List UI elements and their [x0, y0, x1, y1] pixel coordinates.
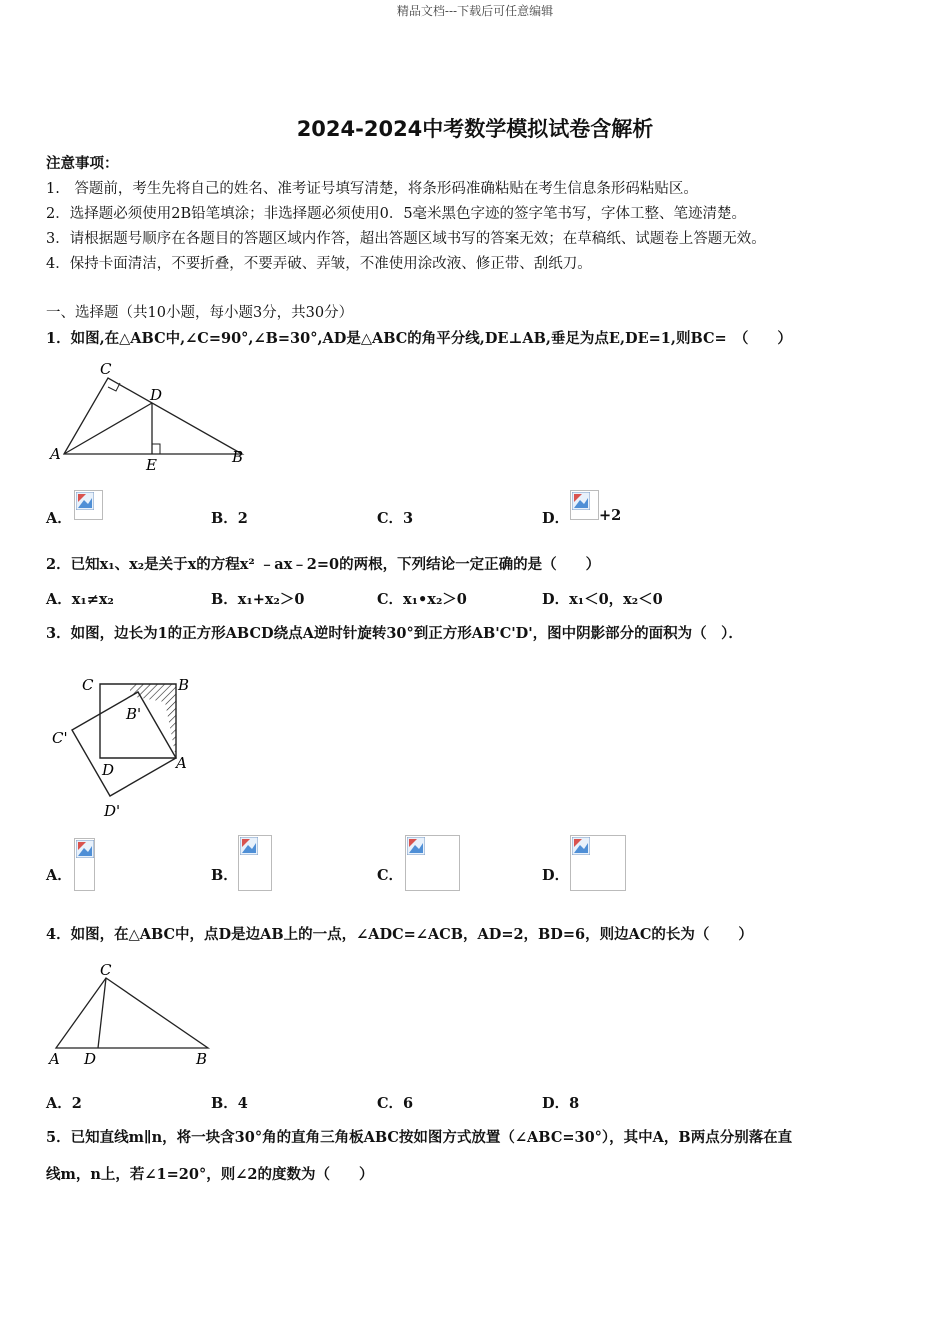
label-C: C — [100, 360, 112, 378]
question-4-text: 4．如图，在△ABC中，点D是边AB上的一点，∠ADC=∠ACB，AD=2，BD=6，则边AC的长为（ ） — [46, 926, 753, 943]
q4-option-c[interactable]: C．6 — [377, 1095, 414, 1112]
q1-option-b[interactable]: B．2 — [211, 510, 248, 527]
label-A: A — [49, 1050, 60, 1068]
label-A: A — [50, 445, 61, 463]
q2-option-d[interactable]: D．x₁＜0，x₂＜0 — [542, 591, 663, 608]
q2-option-b[interactable]: B．x₁+x₂＞0 — [211, 591, 305, 608]
label-D: D — [102, 761, 115, 779]
label-B: B — [232, 448, 244, 466]
q1-option-d[interactable]: D． — [542, 510, 570, 527]
q3-option-b[interactable]: B． — [211, 867, 238, 884]
label-D: D — [84, 1050, 97, 1068]
label-B: B — [196, 1050, 208, 1068]
q3-rotated-square-figure — [46, 668, 206, 828]
q4-triangle-figure — [46, 960, 216, 1070]
q4-option-d[interactable]: D．8 — [542, 1095, 580, 1112]
notice-heading: 注意事项： — [46, 155, 119, 172]
label-B: B — [178, 676, 190, 694]
question-5-text-cont: 线m，n上，若∠1=20°，则∠2的度数为（ ） — [46, 1166, 374, 1183]
q1-option-c[interactable]: C．3 — [377, 510, 414, 527]
question-3-text: 3．如图，边长为1的正方形ABCD绕点A逆时针旋转30°到正方形AB'C'D'，图中阴影部分的面积为（ ）． — [46, 625, 743, 642]
notice-item: 4．保持卡面清洁，不要折叠，不要弄破、弄皱，不准使用涂改液、修正带、刮纸刀。 — [46, 256, 592, 272]
label-D: D — [150, 386, 163, 404]
q4-option-b[interactable]: B．4 — [211, 1095, 248, 1112]
broken-image-icon — [570, 835, 626, 891]
q2-option-a[interactable]: A．x₁≠x₂ — [46, 591, 114, 608]
notice-item: 1. 答题前，考生先将自己的姓名、准考证号填写清楚，将条形码准确粘贴在考生信息条形码粘贴区。 — [46, 181, 698, 197]
broken-image-icon — [74, 838, 95, 891]
label-C: C — [100, 961, 112, 979]
question-1-text: 1．如图,在△ABC中,∠C=90°,∠B=30°,AD是△ABC的角平分线,DE⊥AB,垂足为点E,DE=1,则BC= （ ） — [46, 330, 792, 347]
section-heading: 一、选择题（共10小题，每小题3分，共30分） — [46, 305, 354, 321]
notice-item: 2．选择题必须使用2B铅笔填涂；非选择题必须使用0．5毫米黑色字迹的签字笔书写，字体工整、笔迹清楚。 — [46, 206, 747, 222]
label-C: C — [82, 676, 94, 694]
label-C-prime: C' — [52, 729, 68, 747]
q3-option-d[interactable]: D． — [542, 867, 570, 884]
label-E: E — [146, 456, 157, 474]
q2-option-c[interactable]: C．x₁•x₂＞0 — [377, 591, 467, 608]
label-D-prime: D' — [104, 802, 121, 820]
notice-item: 3．请根据题号顺序在各题目的答题区域内作答，超出答题区域书写的答案无效；在草稿纸、试题卷上答题无效。 — [46, 231, 766, 247]
broken-image-icon — [570, 490, 599, 520]
question-2-text: 2．已知x₁、x₂是关于x的方程x² ﹣ax﹣2=0的两根，下列结论一定正确的是（ ） — [46, 556, 601, 573]
broken-image-icon — [238, 835, 272, 891]
broken-image-icon — [74, 490, 103, 520]
q1-option-a[interactable]: A． — [46, 510, 72, 527]
q3-option-a[interactable]: A． — [46, 867, 72, 884]
page-header: 精品文档---下载后可任意编辑 — [396, 4, 554, 18]
label-A: A — [176, 754, 187, 772]
page-title: 2024-2024中考数学模拟试卷含解析 — [296, 117, 654, 141]
q1-triangle-figure — [46, 358, 256, 476]
q4-option-a[interactable]: A．2 — [46, 1095, 82, 1112]
label-B-prime: B' — [126, 705, 142, 723]
question-5-text: 5．已知直线m∥n，将一块含30°角的直角三角板ABC按如图方式放置（∠ABC=30°），其中A，B两点分别落在直 — [46, 1129, 793, 1146]
q1-option-d-suffix: +2 — [599, 507, 622, 524]
q3-option-c[interactable]: C． — [377, 867, 404, 884]
broken-image-icon — [405, 835, 460, 891]
